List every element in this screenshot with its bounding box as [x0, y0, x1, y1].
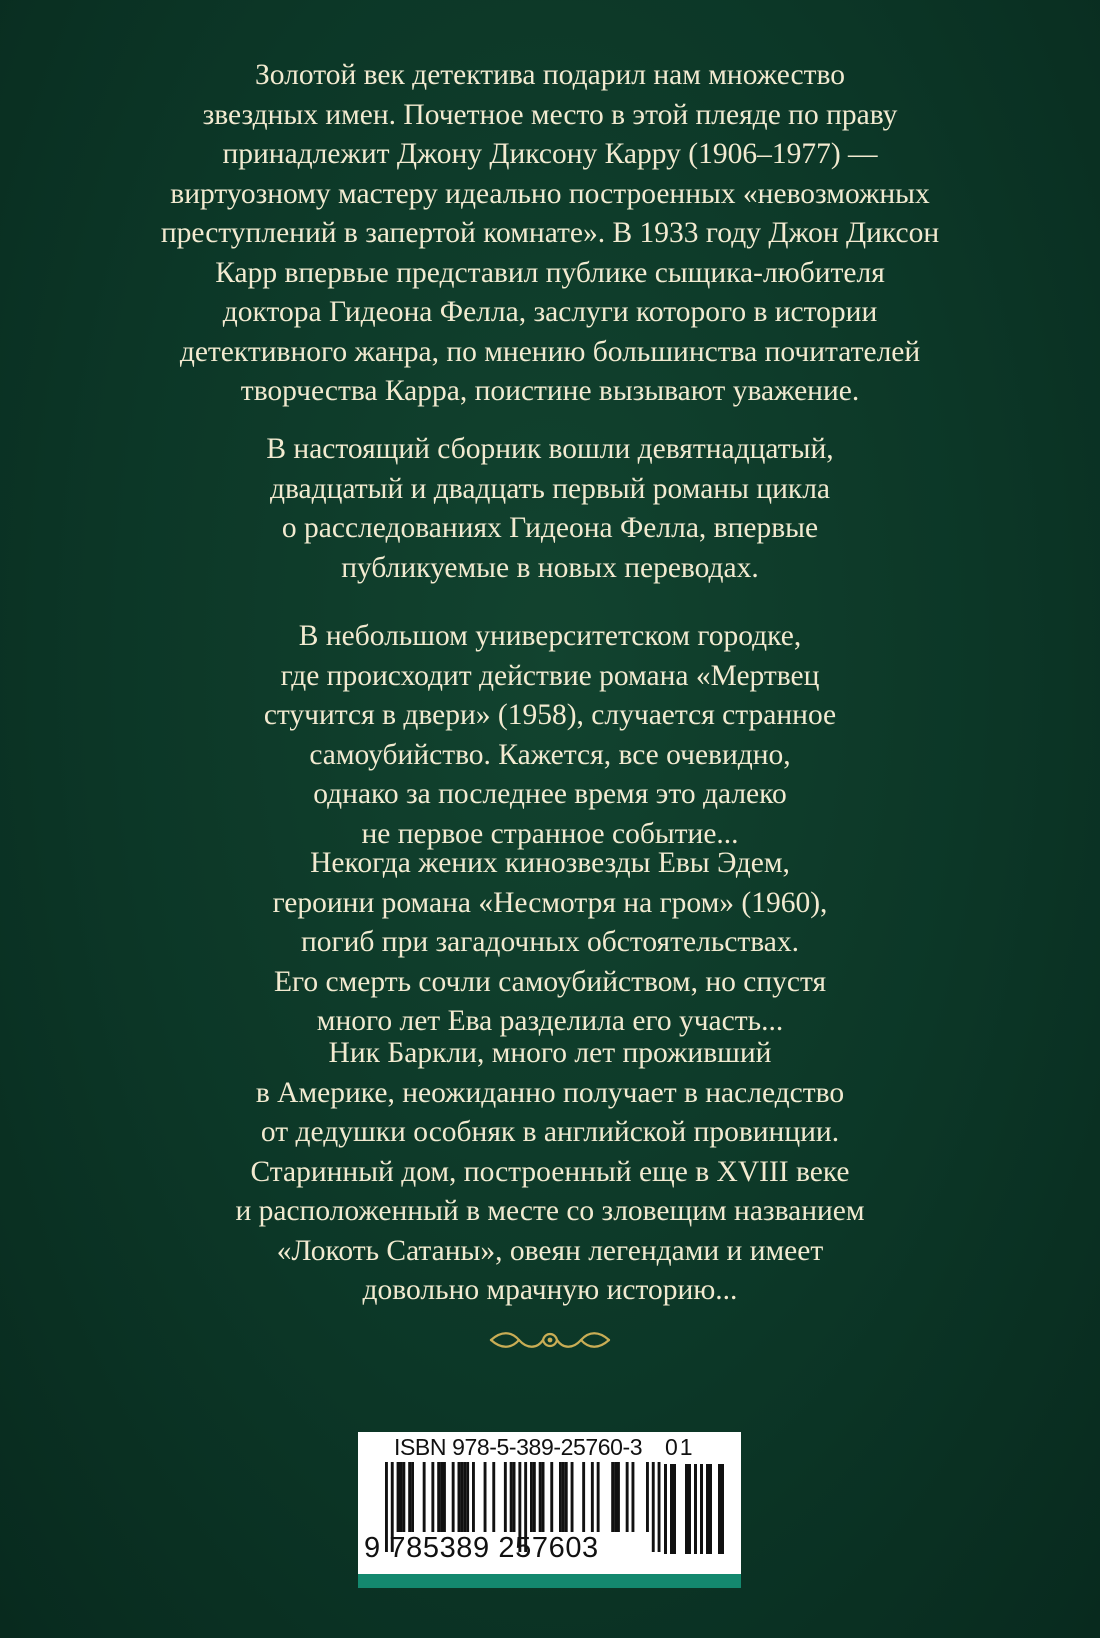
- text-line: преступлений в запертой комнате». В 1933 году Джон Диксон: [160, 217, 940, 249]
- barcode-bar: [463, 1462, 466, 1532]
- text-line: доктора Гидеона Фелла, заслуги которого в истории: [222, 296, 878, 328]
- barcode-bar: [626, 1462, 629, 1532]
- barcode-bar: [513, 1462, 516, 1532]
- text-line: самоубийство. Кажется, все очевидно,: [309, 738, 791, 771]
- barcode-bar: [400, 1462, 403, 1532]
- barcode-bar: [466, 1462, 469, 1532]
- text-line: где происходит действие романа «Мертвец: [280, 659, 820, 692]
- barcode-bar: [658, 1462, 661, 1552]
- text-line: виртуозному мастеру идеально построенных «невозможных: [170, 177, 930, 210]
- barcode-addon-bar: [709, 1464, 712, 1554]
- barcode-addon-bar: [706, 1464, 709, 1554]
- barcode-addon-bar: [670, 1464, 673, 1554]
- barcode-bar: [582, 1462, 585, 1532]
- barcode-bar: [646, 1462, 649, 1532]
- barcode-bar: [565, 1462, 568, 1532]
- text-line: Золотой век детектива подарил нам множество: [254, 59, 845, 91]
- text-line: детективного жанра, по мнению большинства почитателей: [179, 335, 921, 368]
- barcode-addon-bar: [673, 1464, 676, 1554]
- barcode-bar: [402, 1462, 405, 1532]
- text-line: публикуемые в новых переводах.: [341, 551, 759, 584]
- annotation-intro: [0, 56, 1100, 412]
- text-line: Старинный дом, построенный еще в XVIII веке: [250, 1155, 850, 1188]
- barcode-bar: [484, 1462, 487, 1532]
- barcode-bar: [397, 1462, 400, 1532]
- text-line: и расположенный в месте со зловещим названием: [235, 1195, 865, 1227]
- barcode-bar: [614, 1462, 617, 1532]
- barcode-bar: [533, 1462, 536, 1532]
- text-line: о расследованиях Гидеона Фелла, впервые: [281, 512, 819, 544]
- text-line: в Америке, неожиданно получает в наследство: [255, 1076, 845, 1109]
- barcode-bar: [571, 1462, 574, 1532]
- barcode-addon-bar: [685, 1464, 688, 1554]
- text-line: Ник Баркли, много лет проживший: [328, 1037, 772, 1069]
- barcode-bar: [510, 1462, 513, 1532]
- annotation-novel-3: [0, 1034, 1100, 1311]
- barcode-addon-bar: [721, 1464, 724, 1554]
- barcode-addon-bar: [700, 1464, 703, 1554]
- barcode-bar: [617, 1462, 620, 1532]
- barcode-bar: [408, 1462, 411, 1532]
- barcode-bar: [559, 1462, 562, 1532]
- barcode-bar: [431, 1462, 434, 1532]
- barcode-bar: [530, 1462, 533, 1532]
- text-line: В небольшом университетском городке,: [298, 620, 802, 652]
- text-line: от дедушки особняк в английской провинции.: [260, 1116, 840, 1148]
- barcode-bar: [550, 1462, 553, 1532]
- isbn-barcode: [358, 1432, 741, 1574]
- barcode-digits: 9 785389 257603: [364, 1532, 599, 1564]
- annotation-novel-1: [0, 617, 1100, 854]
- text-line: однако за последнее время это далеко: [313, 778, 787, 810]
- barcode-bar: [542, 1462, 545, 1532]
- barcode-bar: [411, 1462, 414, 1532]
- barcode-bar: [458, 1462, 461, 1532]
- barcode-bar: [611, 1462, 614, 1532]
- text-line: В настоящий сборник вошли девятнадцатый,: [266, 433, 834, 465]
- barcode-addon-bar: [688, 1464, 691, 1554]
- annotation-novel-2: [0, 844, 1100, 1042]
- barcode-bar: [423, 1462, 426, 1532]
- barcode-bar: [562, 1462, 565, 1532]
- barcode-bar: [472, 1462, 475, 1532]
- barcode-bar: [597, 1462, 600, 1532]
- text-line: Карр впервые представил публике сыщика-любителя: [215, 256, 885, 289]
- text-line: творчества Карра, поистине вызывают уважение.: [240, 375, 860, 407]
- barcode-bar: [504, 1462, 507, 1532]
- barcode-bar: [652, 1462, 655, 1552]
- barcode-addon-bar: [694, 1464, 697, 1554]
- text-line: погиб при загадочных обстоятельствах.: [300, 926, 800, 958]
- isbn-label: ISBN 978-5-389-25760-3: [394, 1434, 643, 1460]
- barcode-addon-bars: [664, 1464, 728, 1558]
- barcode-bar: [539, 1462, 542, 1532]
- barcode-bar: [443, 1462, 446, 1532]
- barcode-addon-bar: [664, 1464, 667, 1554]
- text-line: «Локоть Сатаны», овеян легендами и имеет: [276, 1234, 824, 1267]
- isbn-addon-label: 01: [665, 1434, 695, 1460]
- barcode-bar: [452, 1462, 455, 1532]
- barcode-bar: [440, 1462, 443, 1532]
- barcode-bar: [460, 1462, 463, 1532]
- text-line: стучится в двери» (1958), случается странное: [263, 699, 837, 731]
- flourish-ornament-icon: [487, 1327, 613, 1353]
- annotation-collection: [0, 430, 1100, 588]
- text-line: много лет Ева разделила его участь...: [316, 1005, 784, 1037]
- text-line: звездных имен. Почетное место в этой плеяде по праву: [202, 98, 898, 131]
- text-line: Некогда жених кинозвезды Евы Эдем,: [310, 847, 790, 879]
- text-line: не первое странное событие...: [361, 817, 739, 850]
- text-line: принадлежит Джону Диксону Карру (1906–1977) —: [222, 138, 878, 170]
- text-line: довольно мрачную историю...: [362, 1274, 738, 1306]
- text-line: Его смерть сочли самоубийством, но спустя: [273, 965, 827, 998]
- text-line: двадцатый и двадцать первый романы цикла: [269, 472, 831, 505]
- barcode-strip: [358, 1574, 741, 1588]
- barcode-bar: [591, 1462, 594, 1532]
- barcode-bar: [437, 1462, 440, 1532]
- barcode-bar: [492, 1462, 495, 1532]
- text-line: героини романа «Несмотря на гром» (1960),: [272, 886, 828, 919]
- barcode-bar: [632, 1462, 635, 1532]
- barcode-addon-bar: [718, 1464, 721, 1554]
